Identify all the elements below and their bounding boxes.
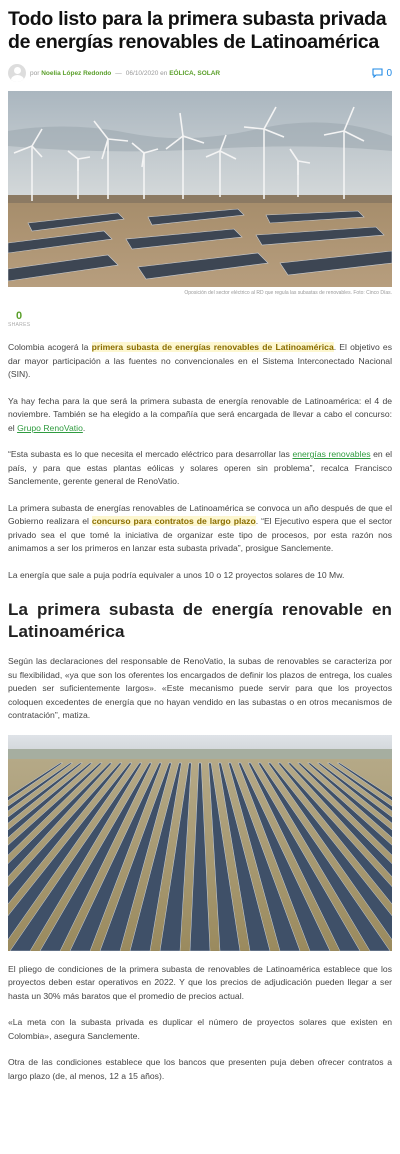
link-grupo-renovatio[interactable]: Grupo RenoVatio bbox=[17, 422, 83, 433]
share-counter bbox=[8, 310, 30, 328]
comments-link[interactable] bbox=[372, 68, 392, 79]
paragraph-6: Según las declaraciones del responsable de RenoVatio, la subas de renovables se caracteriza por su flexibilidad, «ya que son los oferentes los encargados de definir los plazos de entrega, los cuales pueden ser suficientemente largos». «Este mecanismo puede servir para que los proyectos coloquen excedentes de energía que no hayan vendido en las subastas o en otros mecanismos de contratación”, matiza. bbox=[8, 656, 392, 720]
solar-plant-image bbox=[8, 735, 392, 951]
paragraph-3: “Esta subasta es lo que necesita el mercado eléctrico para desarrollar las energías renovables en el país, y para que estas plantas eólicas y solares operen sin problema”, recalca Francisco Sanclemente, gerente general de RenoVatio. bbox=[8, 449, 393, 486]
publish-date: 06/10/2020 bbox=[125, 69, 159, 77]
paragraph-2: Ya hay fecha para la que será la primera subasta de energía renovable de Latinoamérica: el 4 de noviembre. También se ha elegido a la compañía que será encargada de llevar a cabo el concurso: el Grupo RenoVatio. bbox=[8, 395, 392, 433]
meta-dash: — bbox=[115, 69, 122, 77]
comments-count: 0 bbox=[386, 67, 392, 79]
highlight-first-auction: primera subasta de energías renovables de Latinoamérica bbox=[91, 342, 334, 352]
article bbox=[0, 8, 400, 1083]
link-energias-renovables[interactable]: energías renovables bbox=[292, 449, 371, 459]
share-count: 0 bbox=[15, 310, 23, 322]
article-title: Todo listo para la primera subasta privada de energías renovables de Latinoamérica bbox=[8, 8, 387, 53]
highlight-long-term-contracts: concurso para contratos de largo plazo bbox=[91, 516, 256, 526]
section-heading: La primera subasta de energía renovable en Latinoamérica bbox=[8, 600, 392, 641]
paragraph-8: «La meta con la subasta privada es duplicar el número de proyectos solares que existen en Colombia», asegura Sanclemente. bbox=[8, 1017, 392, 1041]
author-avatar[interactable] bbox=[8, 64, 26, 82]
paragraph-1: Colombia acogerá la primera subasta de energías renovables de Latinoamérica. El objetivo es dar mayor participación a las fuentes no convencionales en el Sistema Interconectado Nacional (SIN). bbox=[8, 342, 392, 379]
meta-in: en bbox=[160, 69, 168, 77]
share-label: SHARES bbox=[8, 322, 31, 328]
paragraph-7: El pliego de condiciones de la primera subasta de renovables de Latinoamérica establece que los proyectos deben estar operativos en 2022. Y que los precios de adjudicación pueden llegar a ser hasta un 30% más baratos que el promedio de precios actual. bbox=[8, 963, 392, 1001]
speech-bubble-icon bbox=[372, 68, 383, 78]
image-caption: Oposición del sector eléctrico al RD que regula las subastas de renovables. Foto: Cinco Días. bbox=[184, 290, 392, 296]
article-meta bbox=[8, 63, 392, 83]
meta-by: por bbox=[30, 69, 40, 77]
paragraph-9: Otra de las condiciones establece que los bancos que presenten puja deben ofrecer contratos a largo plazo (de, al menos, 12 a 15 años). bbox=[8, 1057, 392, 1081]
author-link[interactable]: Noelia López Redondo bbox=[41, 69, 112, 77]
paragraph-5: La energía que sale a puja podría equivaler a unos 10 o 12 proyectos solares de 10 Mw. bbox=[8, 569, 345, 580]
paragraph-4: La primera subasta de energías renovables de Latinoamérica se convoca un año después de que el Gobierno realizara el concurso para contratos de largo plazo. “El Ejecutivo espera que el sector privado sea el que tomé la iniciativa de organizar este tipo de procesos, por esta razón nos animamos a ser los primeros en lanzar esta subasta privada”, prosigue Sanclemente. bbox=[8, 502, 392, 553]
wind-solar-farm-image bbox=[8, 91, 392, 287]
category-links[interactable]: EÓLICA, SOLAR bbox=[169, 69, 221, 77]
